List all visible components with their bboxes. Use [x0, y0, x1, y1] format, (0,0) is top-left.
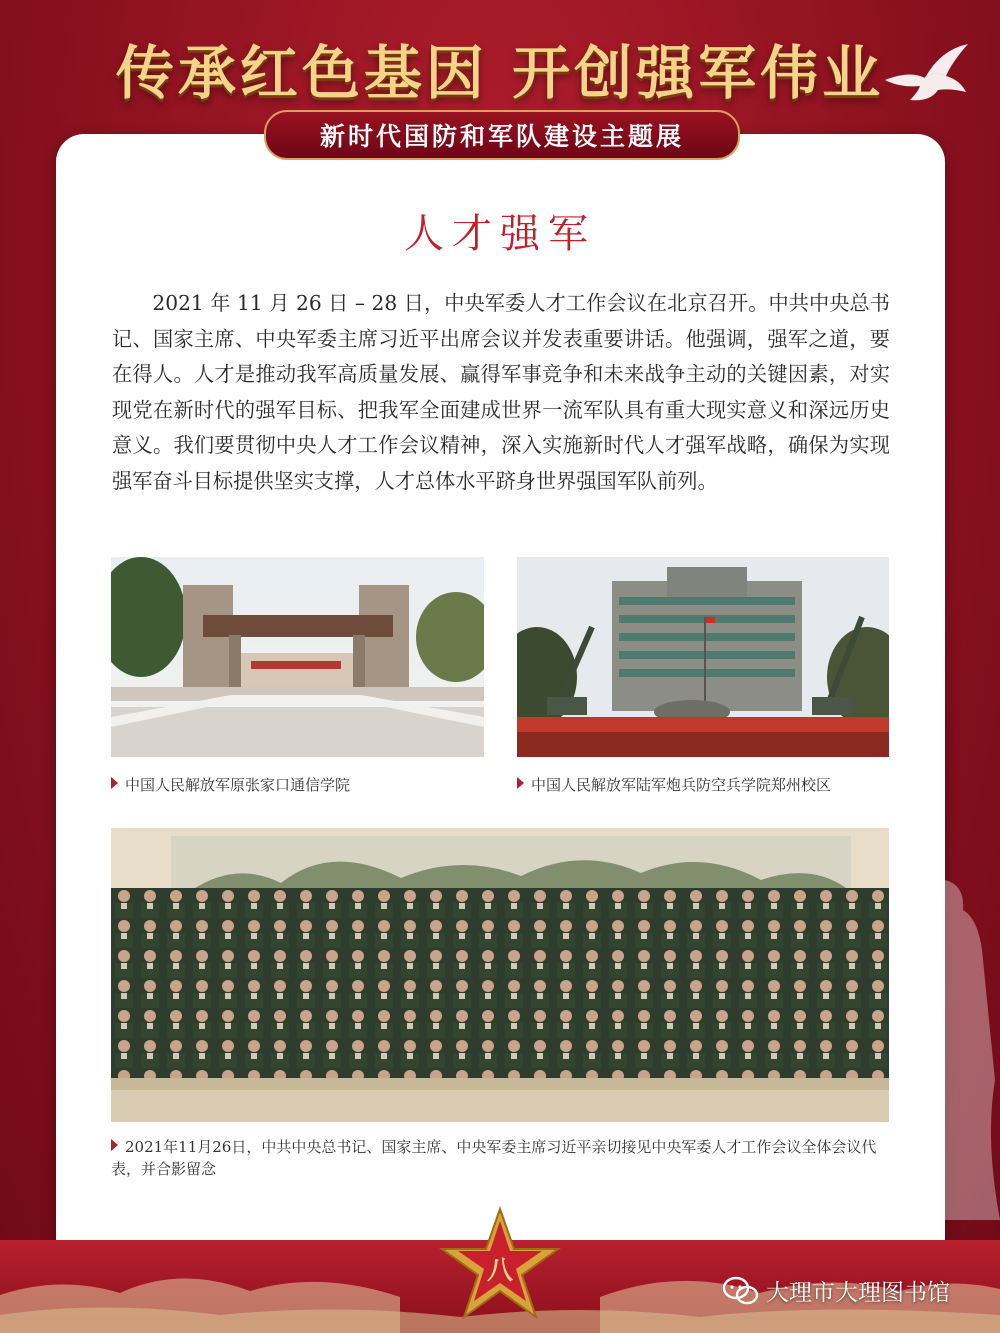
subtitle-text: 新时代国防和军队建设主题展	[319, 122, 684, 151]
main-title: 传承红色基因 开创强军伟业	[115, 39, 885, 107]
section-title: 人才强军	[404, 211, 596, 257]
caption-marker-icon	[517, 777, 524, 789]
photo-caption-2	[517, 774, 889, 796]
soldier-statue-silhouette	[905, 880, 1000, 1220]
chat-bubble-icon	[722, 1276, 760, 1306]
dove-icon	[880, 40, 970, 110]
watermark-text: 大理市大理图书馆	[766, 1280, 950, 1306]
body-paragraph: 2021 年 11 月 26 日 – 28 日，中央军委人才工作会议在北京召开。中共中央总书记、国家主席、中央军委主席习近平出席会议并发表重要讲话。他强调，强军之道，要在得人。人才是推动我军高质量发展、赢得军事竞争和未来战争主动的关键因素，对实现党在新时代的强军目标、把我军全面建成世界一流军队具有重大现实意义和深远历史意义。我们要贯彻中央人才工作会议精神，深入实施新时代人才强军战略，确保为实现强军奋斗目标提供坚实支撑，人才总体水平跻身世界强国军队前列。	[112, 291, 890, 493]
photo-caption-1	[111, 774, 484, 796]
caption-marker-icon	[111, 1139, 118, 1151]
photo-academy-gate	[111, 557, 484, 757]
svg-text:八: 八	[486, 1256, 514, 1286]
caption-marker-icon	[111, 777, 118, 789]
caption-text: 2021年11月26日，中共中央总书记、国家主席、中央军委主席习近平亲切接见中央军委人才工作会议全体会议代表，并合影留念	[111, 1138, 877, 1178]
caption-text: 中国人民解放军原张家口通信学院	[125, 776, 351, 794]
photo-academy-building	[517, 557, 889, 757]
photo-caption-3	[111, 1136, 889, 1180]
star-emblem-icon	[438, 1205, 562, 1323]
caption-text: 中国人民解放军陆军炮兵防空兵学院郑州校区	[531, 776, 832, 794]
photo-group-meeting	[111, 828, 889, 1122]
subtitle-banner	[264, 110, 740, 160]
source-watermark	[722, 1274, 950, 1307]
